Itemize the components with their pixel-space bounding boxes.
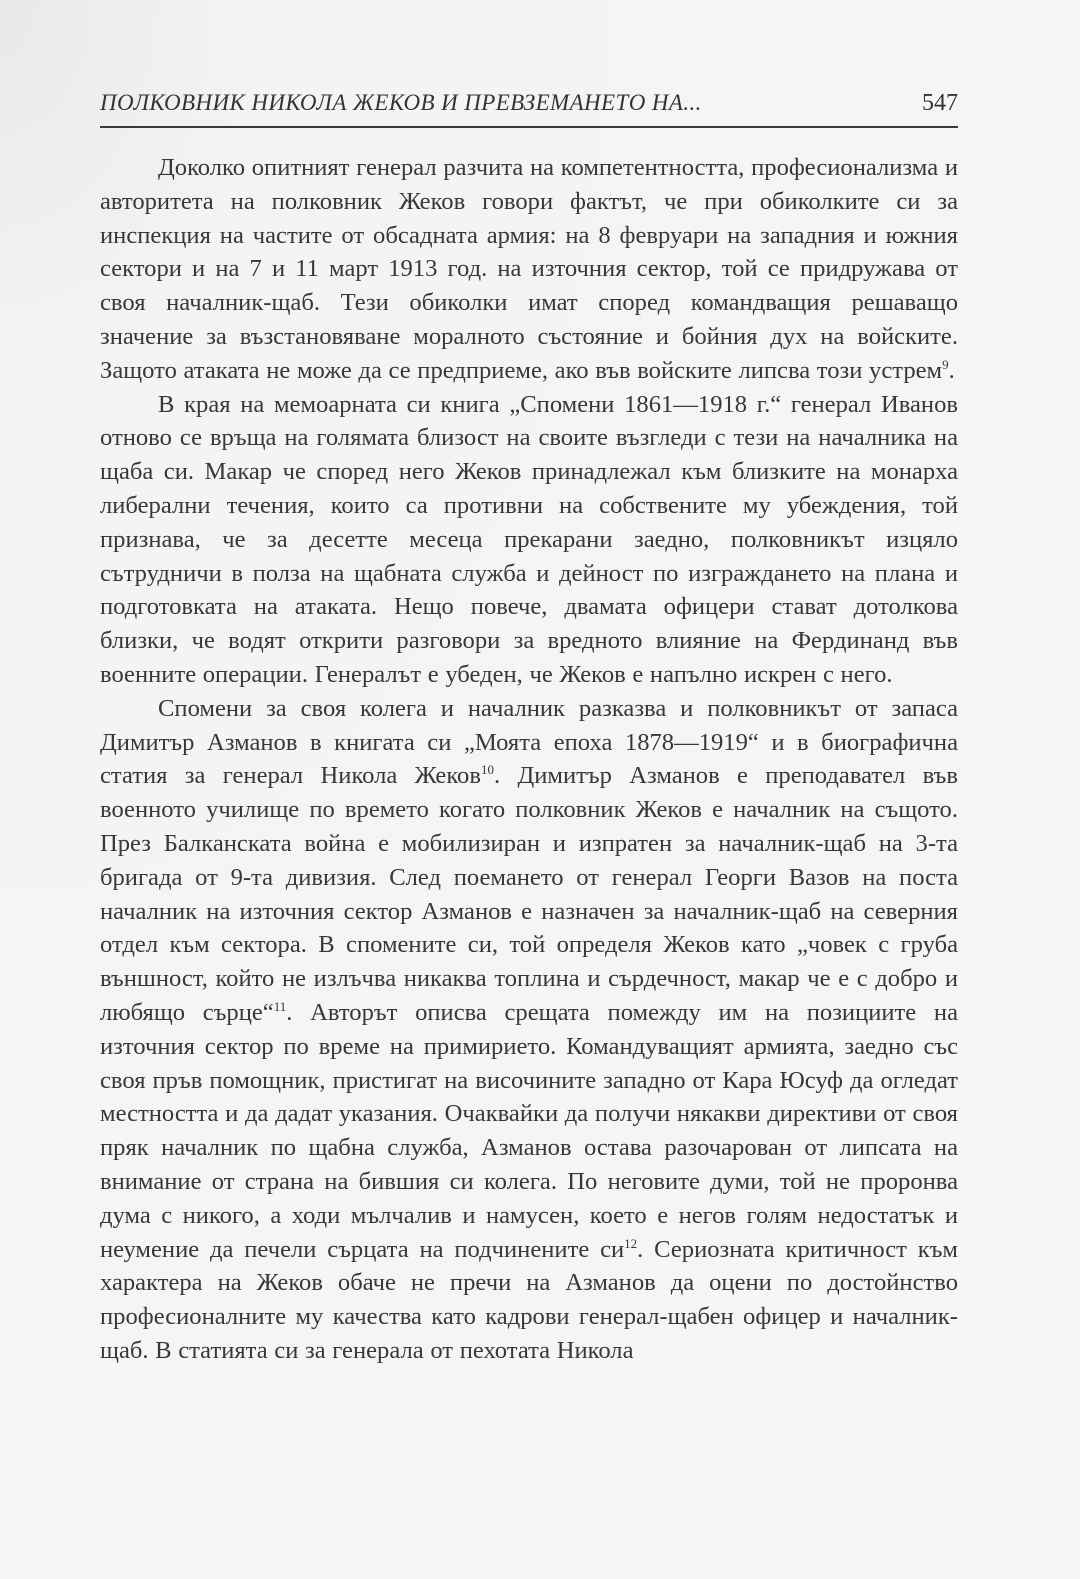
body-text (100, 151, 958, 1368)
text-run: . Авторът описва срещата помежду им на позициите на източния сектор по време на примирието. Командуващият армията, заедно със своя пръв помощник, пристигат на височините западно от Кара Юсуф да огледат местността и да дадат указания. Очаквайки да получи някакви директиви от своя пряк началник по щабна служба, Азманов остава разочарован от липсата на внимание от страна на бившия си колега. По неговите думи, той не проронва дума с никого, а ходи мълчалив и намусен, което е негов голям недостатък и неумение да печели сърцата на подчинените си (100, 998, 958, 1263)
footnote-ref: 11 (273, 998, 287, 1014)
paragraph-3 (100, 692, 958, 1368)
paragraph-2 (100, 388, 958, 692)
text-run: . Димитър Азманов е преподавател във военното училище по времето когато полковник Жеков е началник на същото. През Балканската война е мобилизиран и изпратен за началник-щаб на 3-та бригада от 9-та дивизия. След поемането от генерал Георги Вазов на поста началник на източния сектор Азманов е назначен за началник-щаб на северния отдел към сектора. В спомените си, той определя Жеков като „човек с груба външност, който не излъчва никаква топлина и сърдечност, макар че е с добро и любящо сърце“ (100, 762, 958, 1026)
footnote-ref: 9 (942, 356, 949, 372)
text-run: . (948, 356, 955, 384)
paragraph-1 (100, 151, 958, 388)
footnote-ref: 12 (624, 1235, 638, 1251)
running-title: ПОЛКОВНИК НИКОЛА ЖЕКОВ И ПРЕВЗЕМАНЕТО НА... (100, 90, 702, 115)
running-header (100, 86, 958, 128)
page-number: 547 (922, 90, 958, 116)
text-run: Доколко опитният генерал разчита на компетентността, професионализма и авторитета на полковник Жеков говори фактът, че при обиколките си за инспекция на частите от обсадната армия: на 8 февруари на западния и южния сектори и на 7 и 11 март 1913 год. на източния сектор, той се придружава от своя началник-щаб. Тези обиколки имат според командващия решаващо значение за възстановяване моралното състояние и бойния дух на войските. Защото атаката не може да се предприеме, ако във войските липсва този устрем (100, 154, 958, 384)
footnote-ref: 10 (480, 762, 494, 778)
text-run: В края на мемоарната си книга „Спомени 1861—1918 г.“ генерал Иванов отново се връща на голямата близост на своите възгледи с тези на началника на щаба си. Макар че според него Жеков принадлежал към близките на монарха либерални течения, които са противни на собствените му убеждения, той признава, че за десетте месеца прекарани заедно, полковникът изцяло сътрудничи в полза на щабната служба и дейност по изграждането на плана и подготовката на атаката. Нещо повече, двамата офицери стават дотолкова близки, че водят открити разговори за вредното влияние на Фердинанд във военните операции. Генералът е убеден, че Жеков е напълно искрен с него. (100, 390, 958, 688)
text-run: . Сериозната критичност към характера на Жеков обаче не пречи на Азманов да оцени по достойнство професионалните му качества като кадрови генерал-щабен офицер и началник-щаб. В статията си за генерала от пехотата Никола (100, 1235, 958, 1364)
text-run: Спомени за своя колега и началник разказва и полковникът от запаса Димитър Азманов в книгата си „Моята епоха 1878—1919“ и в биографична статия за генерал Никола Жеков (100, 694, 958, 790)
